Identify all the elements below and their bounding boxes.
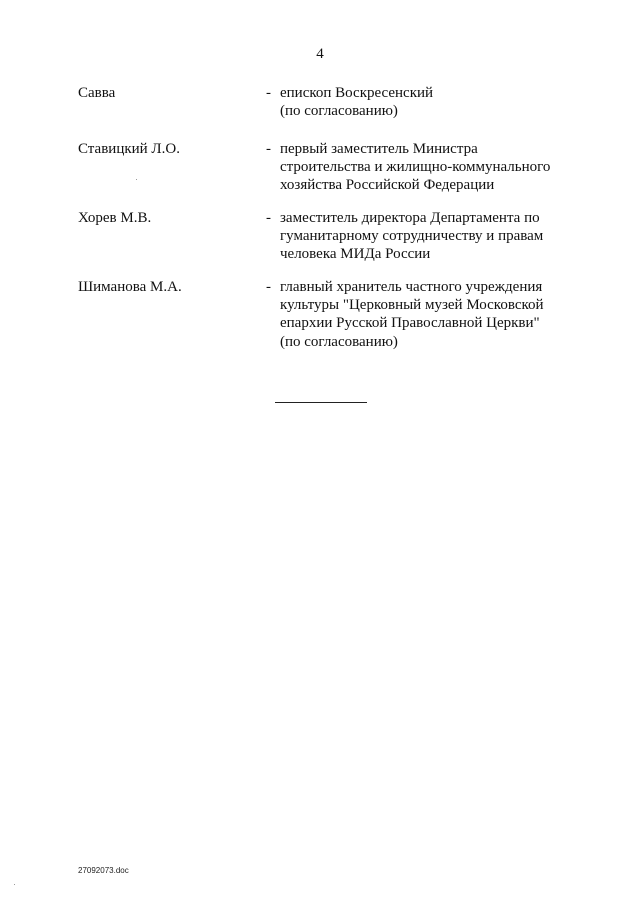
description-line: епархии Русской Православной Церкви" [280,315,540,332]
member-description [280,209,580,264]
page-number: 4 [316,46,324,62]
scan-speck [136,179,137,180]
member-name: Хорев М.В. [78,210,152,226]
separator-line [275,402,367,403]
member-row [0,278,640,350]
member-dash: - [266,141,271,157]
member-name: Ставицкий Л.О. [78,141,180,157]
member-row [0,84,640,120]
member-row [0,140,640,194]
description-line: человека МИДа России [280,246,431,263]
member-name: Шиманова М.А. [78,279,182,295]
description-line: хозяйства Российской Федерации [280,177,495,194]
member-description [280,140,580,195]
member-dash: - [266,279,271,295]
description-line: (по согласованию) [280,333,398,350]
member-description [280,84,580,120]
member-row [0,209,640,263]
member-dash: - [266,210,271,226]
member-dash: - [266,85,271,101]
member-name: Савва [78,85,116,101]
description-line: строительства и жилищно-коммунального [280,159,551,176]
member-description [280,278,580,351]
description-line: гуманитарному сотрудничеству и правам [280,228,544,245]
scan-speck [14,884,15,885]
description-line: (по согласованию) [280,103,398,120]
description-line: культуры "Церковный музей Московской [280,297,544,314]
description-line: первый заместитель Министра [280,141,478,157]
description-line: епископ Воскресенский [280,85,434,101]
footer-file-name: 27092073.doc [78,866,129,875]
description-line: главный хранитель частного учреждения [280,279,543,295]
description-line: заместитель директора Департамента по [280,210,540,226]
